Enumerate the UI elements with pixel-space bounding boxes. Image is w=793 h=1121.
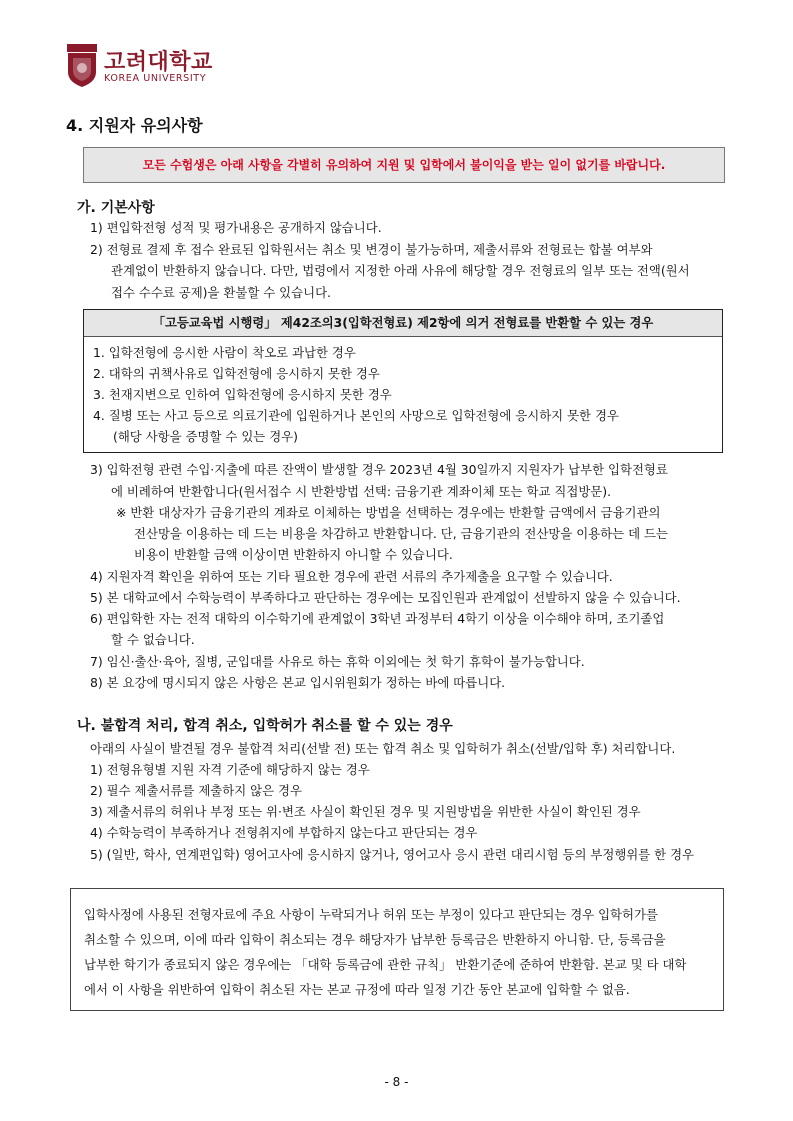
list-item-continued: 접수 수수료 공제)을 환불할 수 있습니다. [111,285,331,300]
list-note-continued: 비용이 반환할 금액 이상이면 반환하지 아니할 수 있습니다. [134,547,453,562]
list-item-continued: 에 비례하여 반환합니다(원서접수 시 반환방법 선택: 금융기관 계좌이체 또는 학교 직접방문). [111,484,612,499]
list-item: 2) 필수 제출서류를 제출하지 않은 경우 [90,783,302,798]
warning-notice: 모든 수험생은 아래 사항을 각별히 유의하여 지원 및 입학에서 불이익을 받는 일이 없기를 바랍니다. [83,147,725,183]
refund-box-header: 「고등교육법 시행령」 제42조의3(입학전형료) 제2항에 의거 전형료를 반환할 수 있는 경우 [84,310,722,337]
list-item: 6) 편입학한 자는 전적 대학의 이수학기에 관계없이 3학년 과정부터 4학기 이상을 이수해야 하며, 조기졸업 [90,611,665,626]
refund-item: 2. 대학의 귀책사유로 입학전형에 응시하지 못한 경우 [93,366,380,381]
logo-english-name: KOREA UNIVERSITY [104,73,207,84]
list-note: ※ 반환 대상자가 금융기관의 계좌로 이체하는 방법을 선택하는 경우에는 반환할 금액에서 금융기관의 [116,505,661,520]
list-item: 3) 제출서류의 허위나 부정 또는 위·변조 사실이 확인된 경우 및 지원방법을 위반한 사실이 확인된 경우 [90,804,641,819]
refund-item: 3. 천재지변으로 인하여 입학전형에 응시하지 못한 경우 [93,387,392,402]
list-item-continued: 할 수 없습니다. [111,632,195,647]
refund-item: 1. 입학전형에 응시한 사람이 착오로 과납한 경우 [93,345,356,360]
page-number: - 8 - [384,1075,409,1089]
note-line: 입학사정에 사용된 전형자료에 주요 사항이 누락되거나 허위 또는 부정이 있다고 판단되는 경우 입학허가를 [84,907,658,922]
refund-item: 4. 질병 또는 사고 등으로 의료기관에 입원하거나 본인의 사망으로 입학전형에 응시하지 못한 경우 [93,408,619,423]
university-logo [66,44,216,90]
list-item: 5) 본 대학교에서 수학능력이 부족하다고 판단하는 경우에는 모집인원과 관계없이 선발하지 않을 수 있습니다. [90,590,681,605]
list-item-continued: 관계없이 반환하지 않습니다. 다만, 법령에서 지정한 아래 사유에 해당할 경우 전형료의 일부 또는 전액(원서 [111,263,690,278]
refund-conditions-box [83,309,723,453]
note-line: 에서 이 사항을 위반하여 입학이 취소된 자는 본교 규정에 따라 일정 기간 동안 본교에 입학할 수 없음. [84,982,630,997]
list-item: 8) 본 요강에 명시되지 않은 사항은 본교 입시위원회가 정하는 바에 따릅니다. [90,675,506,690]
list-item: 5) (일반, 학사, 연계편입학) 영어고사에 응시하지 않거나, 영어고사 응시 관련 대리시험 등의 부정행위를 한 경우 [90,847,695,862]
subsection-title-cancellation: 나. 불합격 처리, 합격 취소, 입학허가 취소를 할 수 있는 경우 [77,718,453,734]
admission-cancellation-note-box [70,888,724,1011]
university-seal-icon [66,44,98,88]
note-line: 취소할 수 있으며, 이에 따라 입학이 취소되는 경우 해당자가 납부한 등록금은 반환하지 아니함. 단, 등록금을 [84,932,666,947]
list-note-continued: 전산망을 이용하는 데 드는 비용을 차감하고 반환합니다. 단, 금융기관의 전산망을 이용하는 데 드는 [134,526,668,541]
list-item: 4) 수학능력이 부족하거나 전형취지에 부합하지 않는다고 판단되는 경우 [90,825,478,840]
section-title: 4. 지원자 유의사항 [66,116,203,135]
list-item: 1) 편입학전형 성적 및 평가내용은 공개하지 않습니다. [90,220,382,235]
list-item: 2) 전형료 결제 후 접수 완료된 입학원서는 취소 및 변경이 불가능하며, 제출서류와 전형료는 합불 여부와 [90,242,653,257]
logo-korean-name: 고려대학교 [104,50,213,75]
list-item: 1) 전형유형별 지원 자격 기준에 해당하지 않는 경우 [90,762,370,777]
subsection-intro: 아래의 사실이 발견될 경우 불합격 처리(선발 전) 또는 합격 취소 및 입학허가 취소(선발/입학 후) 처리합니다. [90,741,676,756]
note-line: 납부한 학기가 종료되지 않은 경우에는 「대학 등록금에 관한 규칙」 반환기준에 준하여 반환함. 본교 및 타 대학 [84,957,687,972]
subsection-title-basic: 가. 기본사항 [77,200,155,216]
list-item: 3) 입학전형 관련 수입·지출에 따른 잔액이 발생할 경우 2023년 4월 30일까지 지원자가 납부한 입학전형료 [90,462,668,477]
refund-item-note: (해당 사항을 증명할 수 있는 경우) [113,429,298,444]
list-item: 7) 임신·출산·육아, 질병, 군입대를 사유로 하는 휴학 이외에는 첫 학기 휴학이 불가능합니다. [90,654,585,669]
list-item: 4) 지원자격 확인을 위하여 또는 기타 필요한 경우에 관련 서류의 추가제출을 요구할 수 있습니다. [90,569,613,584]
